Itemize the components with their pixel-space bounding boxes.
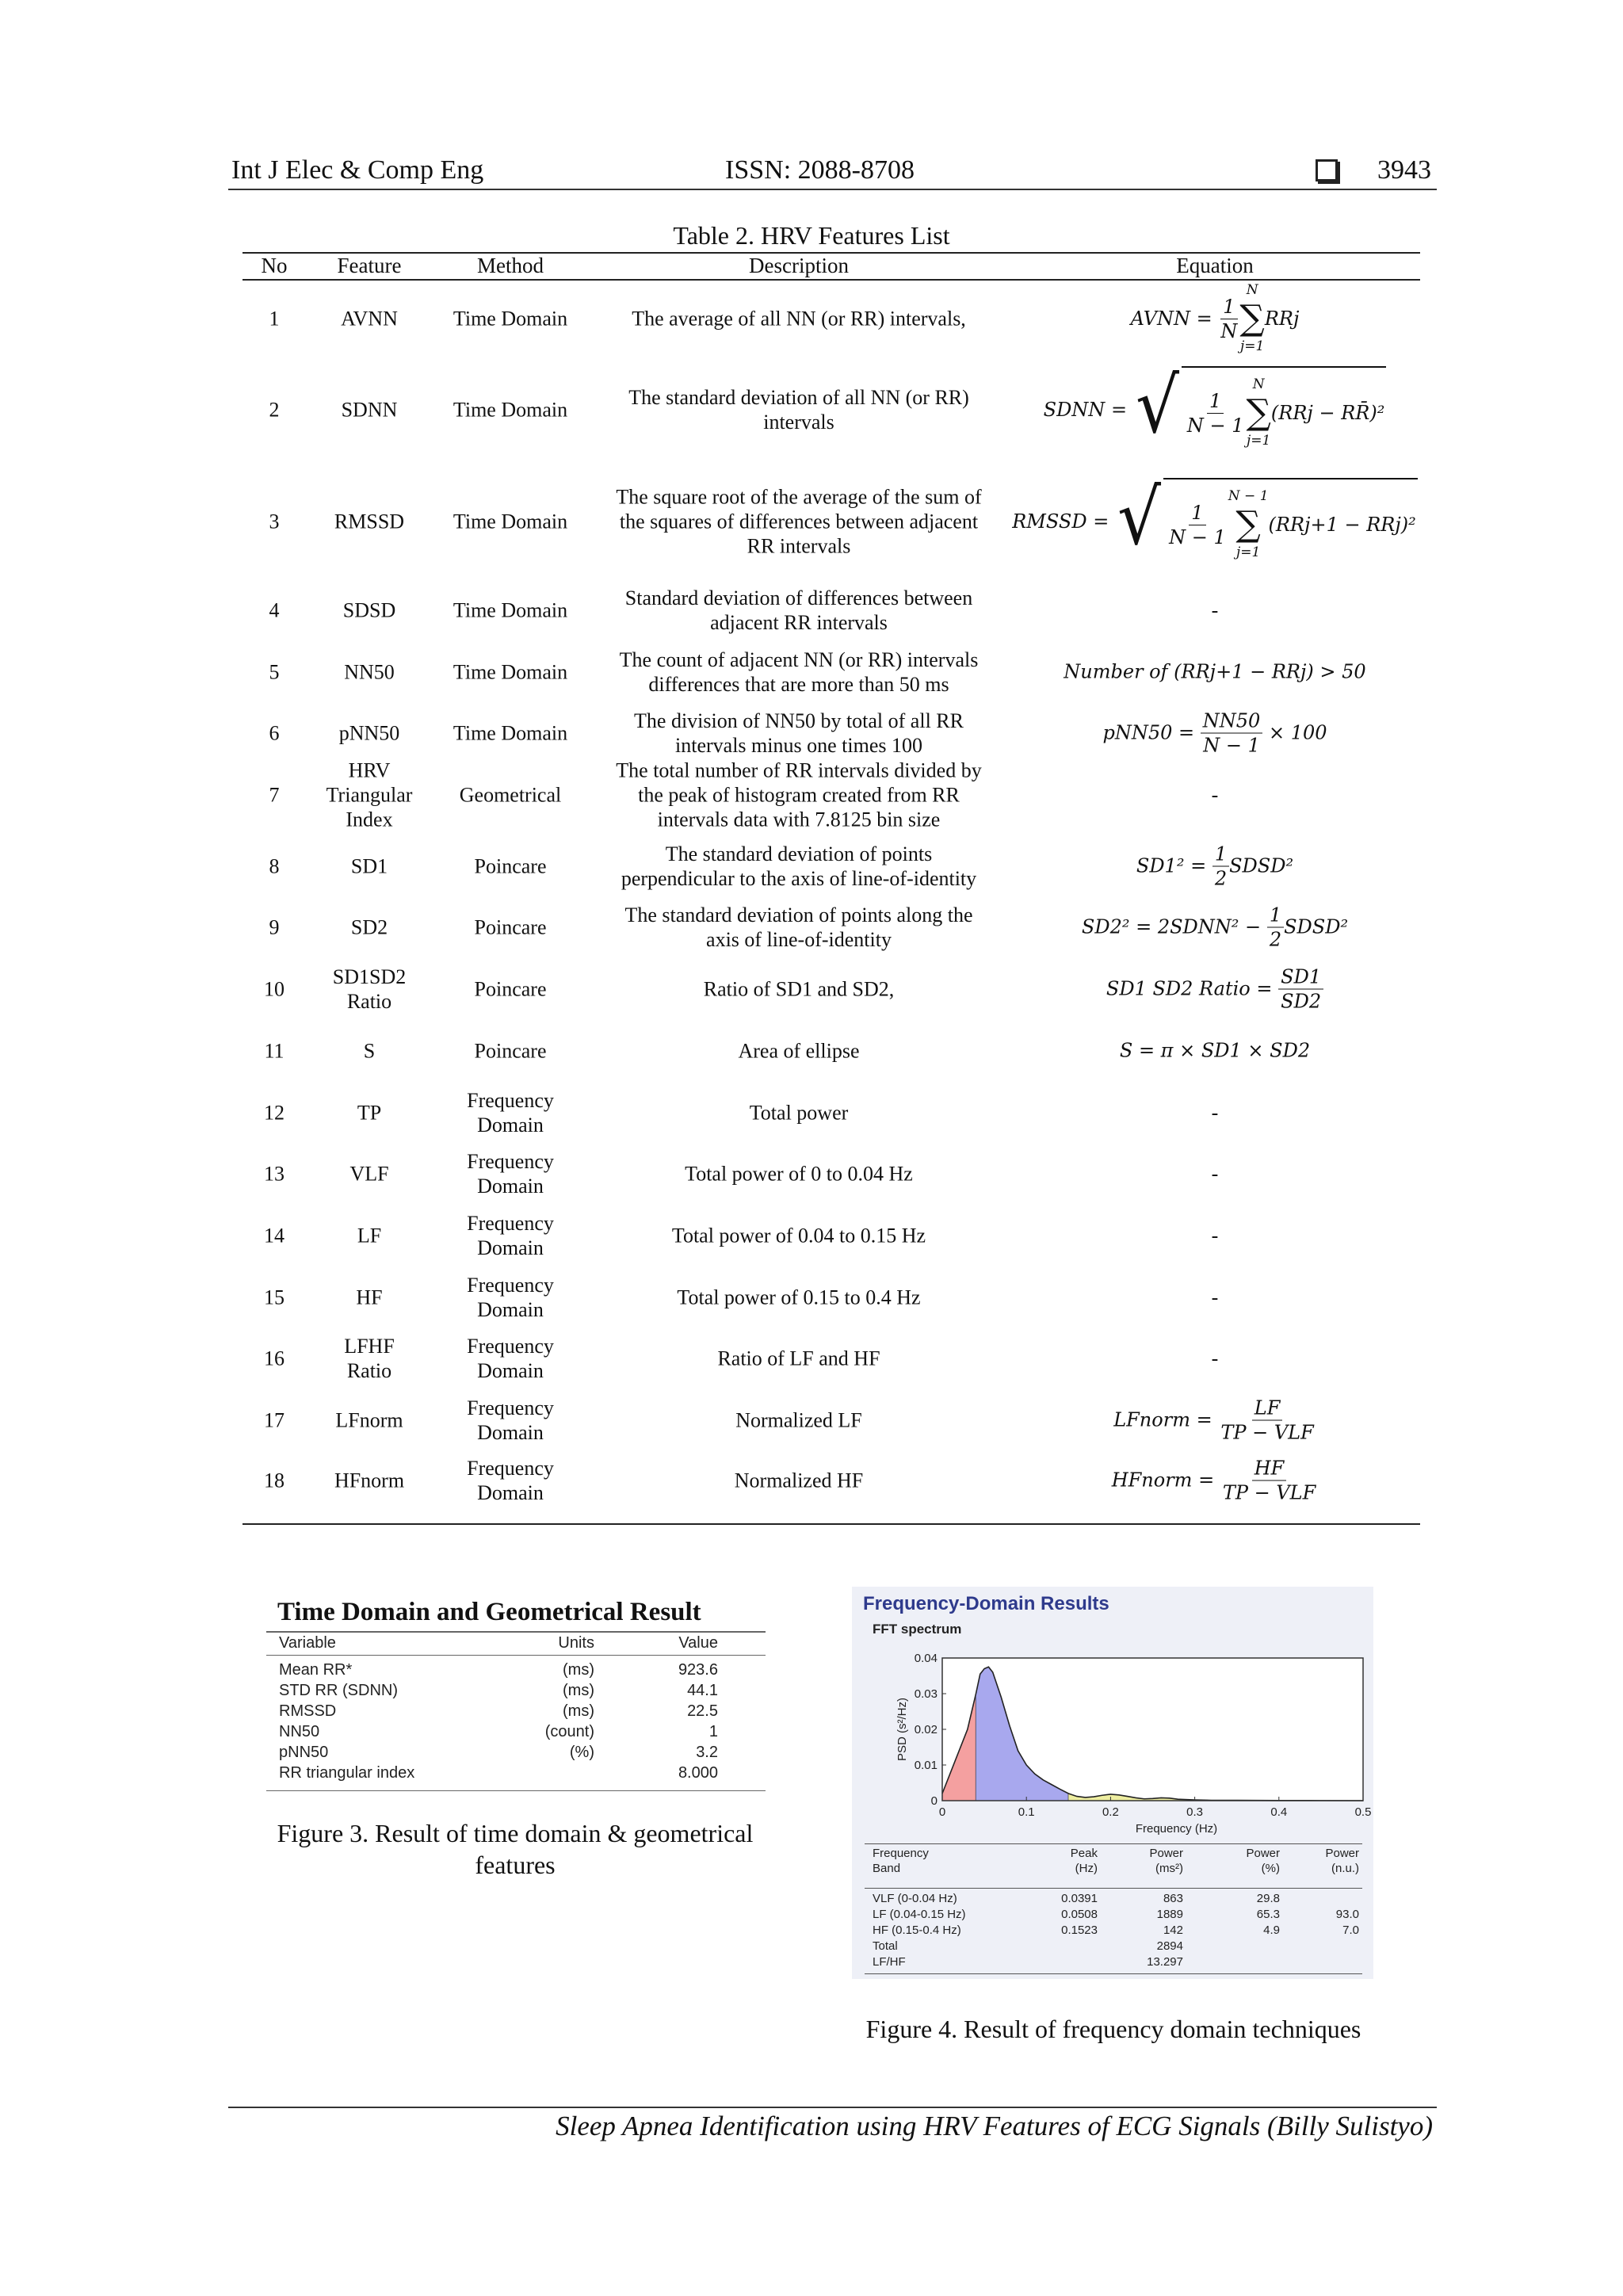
figure3-variable: RMSSD — [279, 1702, 337, 1720]
table-cell-equation: - — [1211, 1101, 1219, 1125]
table-cell-no: 8 — [269, 854, 280, 878]
equation-lhs: RMSSD = — [1012, 510, 1109, 533]
col-header-no: No — [261, 254, 288, 277]
table-cell-no: 5 — [269, 660, 280, 684]
figure3-units: (ms) — [563, 1682, 594, 1699]
figure4-subtitle: FFT spectrum — [873, 1622, 962, 1637]
figure4-header-line1: Power — [1246, 1847, 1280, 1860]
issn: ISSN: 2088-8708 — [725, 155, 915, 185]
sum-lower-limit: j=1 — [1235, 544, 1261, 560]
figure4-cell-peak: 0.1523 — [1061, 1924, 1098, 1937]
fraction-denominator: SD2 — [1281, 990, 1322, 1013]
footer-rule — [228, 2107, 1437, 2108]
table-cell-description: Total power — [749, 1101, 849, 1125]
table-cell-description: Total power of 0 to 0.04 Hz — [685, 1162, 913, 1186]
equation-term: (RRj+1 − RRj)² — [1268, 513, 1416, 536]
table-cell-description: Total power of 0.04 to 0.15 Hz — [671, 1224, 926, 1247]
footer-text: Sleep Apnea Identification using HRV Features of ECG Signals (Billy Sulistyo) — [556, 2111, 1433, 2141]
y-tick-label: 0.04 — [914, 1652, 938, 1665]
figure3-variable: RR triangular index — [279, 1764, 415, 1782]
y-tick-label: 0.01 — [914, 1759, 938, 1772]
table-cell-feature: HF — [356, 1286, 383, 1309]
fraction-numerator: HF — [1252, 1457, 1287, 1481]
table-cell-no: 14 — [264, 1224, 285, 1247]
table-cell-equation — [1010, 709, 1420, 758]
sum-upper-limit: N — [1252, 376, 1265, 392]
fraction-denominator: N − 1 — [1169, 525, 1226, 548]
figure4-cell-power_ms2: 2894 — [1156, 1939, 1183, 1953]
fraction-denominator: TP − VLF — [1220, 1421, 1314, 1444]
table-cell-description: The standard deviation of points perpendicular to the axis of line-of-identity — [621, 842, 977, 890]
table-cell-no: 17 — [264, 1408, 285, 1432]
figure4-table-bottom-rule — [865, 1973, 1362, 1974]
fraction-denominator: N — [1220, 319, 1238, 342]
figure4-header-line2: (ms²) — [1155, 1862, 1183, 1875]
fraction-numerator: LF — [1252, 1396, 1283, 1421]
table-cell-equation: - — [1211, 1347, 1219, 1370]
figure4-header-line1: Power — [1149, 1847, 1183, 1860]
table-cell-description: Ratio of SD1 and SD2, — [703, 977, 895, 1001]
y-tick-label: 0.02 — [914, 1723, 938, 1736]
figure4-cell-peak: 0.0508 — [1061, 1908, 1098, 1921]
figure4-cell-power_ms2: 863 — [1163, 1892, 1183, 1905]
table-cell-description: Ratio of LF and HF — [717, 1347, 880, 1370]
table-cell-equation: - — [1211, 1286, 1219, 1309]
table-cell-feature: SD2 — [350, 915, 388, 939]
table-cell-feature: SDSD — [342, 598, 396, 622]
table-cell-equation — [1010, 1396, 1420, 1445]
figure3-header-rule — [266, 1655, 766, 1656]
table-cell-no: 9 — [269, 915, 280, 939]
table-cell-description: The average of all NN (or RR) intervals, — [632, 307, 966, 330]
figure3-variable: pNN50 — [279, 1744, 329, 1761]
table-cell-description: Area of ellipse — [738, 1039, 860, 1063]
figure3-col-value: Value — [678, 1634, 718, 1652]
equation-lhs: AVNN = — [1130, 307, 1212, 330]
table-cell-no: 6 — [269, 721, 280, 745]
table-cell-description: The count of adjacent NN (or RR) intervals differences that are more than 50 ms — [619, 648, 979, 696]
figure3-value: 44.1 — [687, 1682, 718, 1699]
figure3-caption: Figure 3. Result of time domain & geometrical features — [277, 1819, 754, 1879]
table-cell-method: Frequency Domain — [467, 1457, 554, 1504]
table-cell-feature: AVNN — [341, 307, 398, 330]
sum-upper-limit: N − 1 — [1228, 488, 1269, 504]
figure4-cell-power_pct: 65.3 — [1256, 1908, 1280, 1921]
figure4-cell-power_nu: 93.0 — [1335, 1908, 1359, 1921]
figure4-cell-band: HF (0.15-0.4 Hz) — [873, 1924, 961, 1937]
table-cell-equation: - — [1211, 598, 1219, 622]
figure3-units: (ms) — [563, 1702, 594, 1720]
table-cell-feature: VLF — [349, 1162, 389, 1186]
table-cell-method: Geometrical — [459, 783, 562, 807]
figure3-panel — [266, 1595, 766, 1797]
x-tick-label: 0 — [938, 1805, 946, 1819]
table-cell-method: Poincare — [474, 915, 547, 939]
y-tick-label: 0 — [930, 1794, 938, 1808]
figure4-cell-power_ms2: 142 — [1163, 1924, 1183, 1937]
col-header-equation: Equation — [1176, 254, 1254, 277]
equation-term: × 100 — [1268, 721, 1327, 744]
table-cell-description: The standard deviation of points along the axis of line-of-identity — [624, 904, 973, 951]
figure4-header-line1: Power — [1325, 1847, 1359, 1860]
figure4-cell-band: Total — [873, 1939, 898, 1953]
table-cell-method: Time Domain — [453, 398, 568, 422]
table-cell-no: 16 — [264, 1347, 285, 1370]
figure3-col-variable: Variable — [279, 1634, 336, 1652]
table-cell-feature: RMSSD — [334, 510, 405, 533]
table-cell-no: 7 — [269, 783, 280, 807]
table-cell-description: Total power of 0.15 to 0.4 Hz — [677, 1286, 921, 1309]
figure3-value: 22.5 — [687, 1702, 718, 1720]
table-cell-feature: S — [363, 1039, 376, 1063]
figure4-cell-power_ms2: 1889 — [1156, 1908, 1183, 1921]
fraction-numerator: 1 — [1220, 295, 1237, 319]
table-cell-equation: Number of (RRj+1 − RRj) > 50 — [1064, 660, 1366, 683]
figure3-value: 1 — [708, 1723, 718, 1740]
figure3-title-rule — [266, 1631, 766, 1633]
figure3-bottom-rule — [266, 1790, 766, 1791]
table-cell-no: 13 — [264, 1162, 285, 1186]
fraction-denominator: TP − VLF — [1222, 1481, 1316, 1504]
figure3-title: Time Domain and Geometrical Result — [277, 1598, 701, 1626]
table-cell-description: Normalized HF — [734, 1469, 864, 1492]
table-cell-no: 2 — [269, 398, 280, 422]
table-cell-method: Frequency Domain — [467, 1274, 554, 1321]
table-cell-no: 18 — [264, 1469, 285, 1492]
table-cell-feature: pNN50 — [338, 721, 400, 745]
table-cell-method: Frequency Domain — [467, 1212, 554, 1259]
table-cell-feature: SD1 — [350, 854, 388, 878]
table-cell-no: 12 — [264, 1101, 285, 1125]
figure3-value: 3.2 — [696, 1744, 718, 1761]
fraction-denominator: N − 1 — [1186, 414, 1244, 437]
table-cell-method: Time Domain — [453, 721, 568, 745]
figure4-cell-power_pct: 4.9 — [1263, 1924, 1280, 1937]
fraction-denominator: 2 — [1214, 867, 1228, 890]
fraction-numerator: 1 — [1212, 842, 1229, 867]
figure4-header-line2: (Hz) — [1075, 1862, 1098, 1875]
table-cell-method: Frequency Domain — [467, 1089, 554, 1137]
sigma-icon: ∑ — [1246, 392, 1271, 433]
table-cell-description: The square root of the average of the sum of the squares of differences between adjacent RR intervals — [616, 485, 982, 558]
sqrt-icon: √ — [1117, 473, 1162, 562]
table-cell-no: 1 — [269, 307, 280, 330]
sum-lower-limit: j=1 — [1247, 433, 1271, 449]
table-cell-equation — [1010, 361, 1420, 453]
equation-lhs: SD1 SD2 Ratio = — [1106, 977, 1273, 1000]
figure3-units: (count) — [544, 1723, 594, 1740]
table-cell-equation: - — [1211, 1162, 1219, 1186]
fft-spectrum-chart — [852, 1634, 1373, 1840]
equation-lhs: pNN50 = — [1102, 721, 1195, 744]
fraction-numerator: 1 — [1207, 389, 1224, 414]
table-cell-method: Time Domain — [453, 598, 568, 622]
sigma-icon: ∑ — [1239, 298, 1265, 338]
y-axis-label: PSD (s²/Hz) — [896, 1698, 909, 1761]
table-cell-description: The total number of RR intervals divided by the peak of histogram created from RR intervals data with 7.8125 bin size — [616, 758, 982, 831]
figure3-value: 8.000 — [678, 1764, 718, 1782]
fraction-numerator: SD1 — [1278, 965, 1323, 990]
table-cell-equation — [1010, 1457, 1420, 1505]
equation-term: SDSD² — [1284, 915, 1349, 938]
table-cell-equation: S = π × SD1 × SD2 — [1119, 1039, 1311, 1062]
figure4-header-line1: Frequency — [873, 1847, 929, 1860]
figure4-cell-peak: 0.0391 — [1061, 1892, 1098, 1905]
table-cell-feature: NN50 — [344, 660, 395, 684]
table-cell-method: Poincare — [474, 1039, 547, 1063]
x-axis-label: Frequency (Hz) — [1135, 1822, 1218, 1836]
fraction-numerator: 1 — [1189, 501, 1205, 525]
table-cell-equation: - — [1211, 783, 1219, 807]
table-cell-equation — [1010, 473, 1420, 565]
figure4-header-line2: (%) — [1261, 1862, 1280, 1875]
table-cell-feature: SD1SD2 Ratio — [332, 965, 407, 1013]
y-tick-label: 0.03 — [914, 1687, 938, 1701]
figure4-header-line1: Peak — [1070, 1847, 1098, 1860]
col-header-description: Description — [749, 254, 849, 277]
figure4-header-line2: Band — [873, 1862, 901, 1875]
table-cell-method: Poincare — [474, 977, 547, 1001]
table-cell-no: 3 — [269, 510, 280, 533]
x-tick-label: 0.4 — [1270, 1805, 1288, 1819]
equation-term: RRj — [1264, 307, 1300, 330]
equation-lhs: HFnorm = — [1111, 1469, 1215, 1492]
table-cell-equation — [1010, 278, 1420, 359]
journal-name: Int J Elec & Comp Eng — [231, 155, 484, 185]
figure3-col-units: Units — [558, 1634, 594, 1652]
table-cell-no: 10 — [264, 977, 285, 1001]
table-cell-description: The division of NN50 by total of all RR intervals minus one times 100 — [634, 709, 964, 757]
table-cell-method: Frequency Domain — [467, 1150, 554, 1198]
table-cell-feature: LF — [357, 1224, 382, 1247]
col-header-method: Method — [477, 254, 544, 277]
figure4-cell-band: VLF (0-0.04 Hz) — [873, 1892, 957, 1905]
sum-upper-limit: N — [1246, 282, 1258, 298]
x-tick-label: 0.3 — [1186, 1805, 1204, 1819]
figure4-header-line2: (n.u.) — [1331, 1862, 1359, 1875]
page-number: 3943 — [1377, 155, 1431, 185]
sigma-icon: ∑ — [1235, 504, 1261, 544]
figure4-cell-band: LF/HF — [873, 1955, 906, 1969]
table-cell-equation — [1010, 842, 1420, 891]
figure3-variable: STD RR (SDNN) — [279, 1682, 398, 1699]
figure3-units: (ms) — [563, 1661, 594, 1679]
equation-term: (RRj − RR̄)² — [1270, 401, 1385, 424]
x-tick-label: 0.2 — [1102, 1805, 1119, 1819]
table-cell-method: Poincare — [474, 854, 547, 878]
figure4-title: Frequency-Domain Results — [863, 1593, 1109, 1614]
equation-lhs: SD2² = 2SDNN² − — [1081, 915, 1262, 938]
table-cell-method: Frequency Domain — [467, 1335, 554, 1382]
table-cell-feature: SDNN — [341, 398, 398, 422]
figure4-caption: Figure 4. Result of frequency domain techniques — [865, 2015, 1361, 2043]
table-cell-equation — [1010, 904, 1420, 952]
equation-lhs: LFnorm = — [1113, 1408, 1212, 1431]
table-cell-description: The standard deviation of all NN (or RR) intervals — [628, 386, 969, 434]
table-cell-feature: HRV Triangular Index — [326, 758, 413, 831]
figure3-units: (%) — [569, 1744, 594, 1761]
col-header-feature: Feature — [337, 254, 402, 277]
figure4-cell-power_ms2: 13.297 — [1147, 1955, 1183, 1969]
table-cell-feature: LFHF Ratio — [344, 1335, 395, 1382]
checkbox-square-icon — [1316, 159, 1338, 181]
table-cell-description: Normalized LF — [735, 1408, 862, 1432]
table-cell-method: Time Domain — [453, 307, 568, 330]
fraction-numerator: NN50 — [1201, 709, 1263, 734]
equation-lhs: SD1² = — [1136, 854, 1207, 877]
fraction-numerator: 1 — [1267, 904, 1284, 928]
figure3-value: 923.6 — [678, 1661, 718, 1679]
table-cell-no: 15 — [264, 1286, 285, 1309]
equation-lhs: SDNN = — [1043, 398, 1128, 421]
header-rule — [228, 189, 1437, 190]
table-cell-no: 11 — [264, 1039, 285, 1063]
figure4-panel — [852, 1587, 1373, 1979]
table-cell-equation — [1010, 965, 1420, 1014]
table-cell-method: Time Domain — [453, 660, 568, 684]
table-cell-feature: TP — [357, 1101, 382, 1125]
figure3-variable: Mean RR* — [279, 1661, 353, 1679]
x-tick-label: 0.1 — [1018, 1805, 1035, 1819]
sum-lower-limit: j=1 — [1239, 338, 1265, 354]
table-cell-description: Standard deviation of differences between adjacent RR intervals — [624, 586, 973, 634]
sqrt-icon: √ — [1135, 361, 1179, 450]
fraction-denominator: 2 — [1269, 928, 1282, 951]
figure4-table-top-rule — [865, 1843, 1362, 1844]
table-cell-feature: LFnorm — [335, 1408, 403, 1432]
table-bottom-rule — [242, 1523, 1420, 1525]
table-caption: Table 2. HRV Features List — [673, 221, 950, 250]
figure4-cell-power_pct: 29.8 — [1256, 1892, 1280, 1905]
table-cell-method: Time Domain — [453, 510, 568, 533]
x-tick-label: 0.5 — [1354, 1805, 1372, 1819]
figure4-table-header-rule — [865, 1888, 1362, 1889]
fraction-denominator: N − 1 — [1203, 734, 1260, 757]
equation-term: SDSD² — [1229, 854, 1294, 877]
table-cell-equation: - — [1211, 1224, 1219, 1247]
figure4-cell-power_nu: 7.0 — [1342, 1924, 1359, 1937]
table-cell-feature: HFnorm — [334, 1469, 405, 1492]
figure3-variable: NN50 — [279, 1723, 320, 1740]
table-cell-method: Frequency Domain — [467, 1396, 554, 1444]
table-cell-no: 4 — [269, 598, 280, 622]
figure4-cell-band: LF (0.04-0.15 Hz) — [873, 1908, 966, 1921]
